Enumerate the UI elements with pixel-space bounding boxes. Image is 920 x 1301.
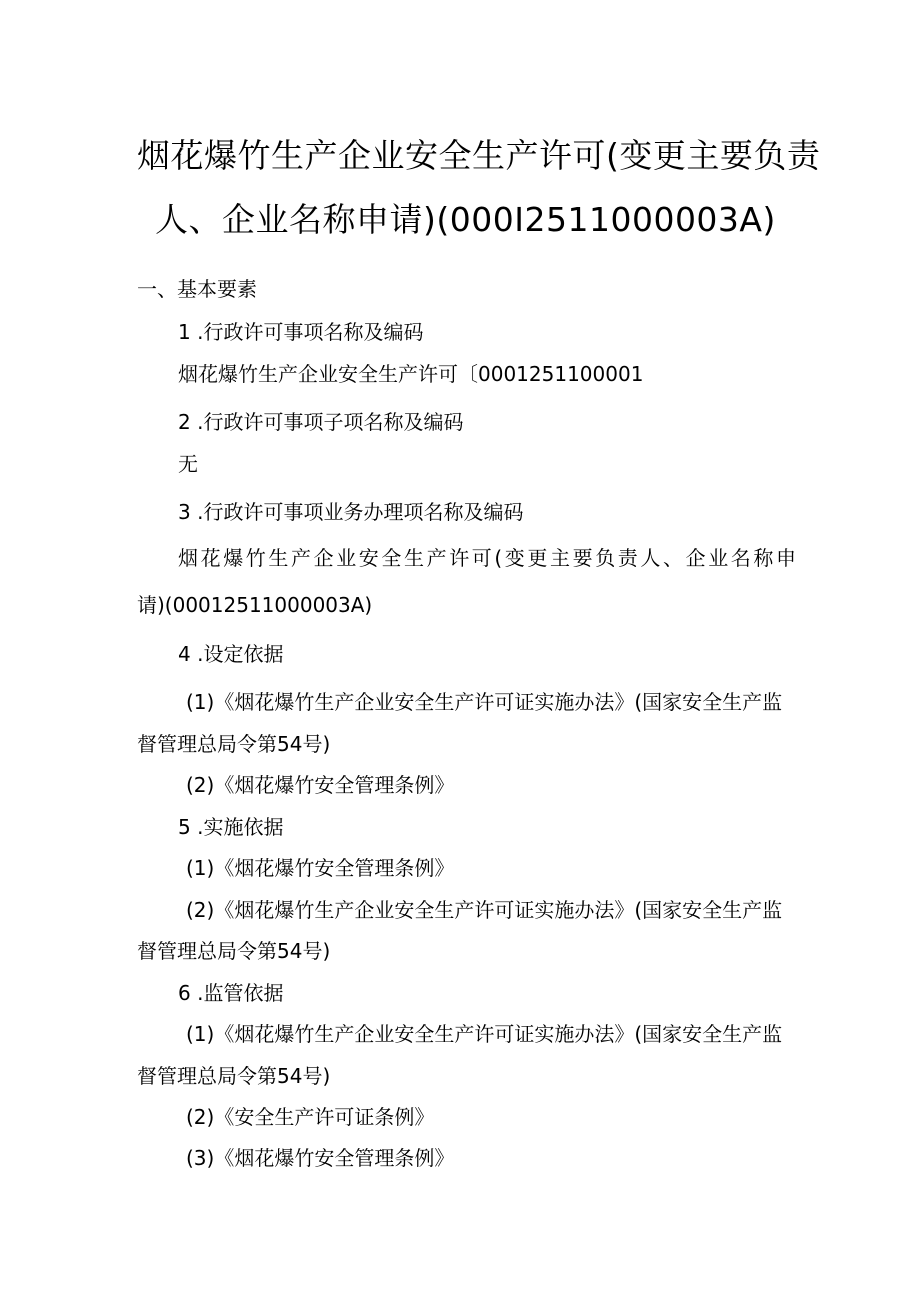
item-1-value: 烟花爆竹生产企业安全生产许可〔0001251100001 xyxy=(178,362,644,386)
item-2-heading: 2 .行政许可事项子项名称及编码 xyxy=(178,410,464,434)
item-3-heading: 3 .行政许可事项业务办理项名称及编码 xyxy=(178,500,524,524)
item-4-basis-2: (2)《烟花爆竹安全管理条例》 xyxy=(186,773,455,797)
item-5-basis-2-line-1: (2)《烟花爆竹生产企业安全生产许可证实施办法》(国家安全生产监 xyxy=(186,898,783,922)
item-3-value-line-2: 请)(00012511000003A) xyxy=(137,593,373,617)
item-4-basis-1-line-1: (1)《烟花爆竹生产企业安全生产许可证实施办法》(国家安全生产监 xyxy=(186,690,783,714)
item-5-basis-1: (1)《烟花爆竹安全管理条例》 xyxy=(186,856,455,880)
document-title-line-1: 烟花爆竹生产企业安全生产许可(变更主要负责 xyxy=(137,136,821,175)
item-3-value-line-1: 烟花爆竹生产企业安全生产许可(变更主要负责人、企业名称申 xyxy=(178,546,799,570)
item-6-basis-2: (2)《安全生产许可证条例》 xyxy=(186,1105,435,1129)
item-5-basis-2-line-2: 督管理总局令第54号) xyxy=(137,939,331,963)
item-6-heading: 6 .监管依据 xyxy=(178,981,284,1005)
item-4-heading: 4 .设定依据 xyxy=(178,642,284,666)
item-2-value: 无 xyxy=(178,452,198,476)
document-title-line-2: 人、企业名称申请)(000I2511000003A) xyxy=(155,200,776,239)
item-5-heading: 5 .实施依据 xyxy=(178,815,284,839)
item-6-basis-3: (3)《烟花爆竹安全管理条例》 xyxy=(186,1146,455,1170)
item-6-basis-1-line-1: (1)《烟花爆竹生产企业安全生产许可证实施办法》(国家安全生产监 xyxy=(186,1022,783,1046)
section-heading-basic-elements: 一、基本要素 xyxy=(137,277,257,301)
item-6-basis-1-line-2: 督管理总局令第54号) xyxy=(137,1064,331,1088)
item-1-heading: 1 .行政许可事项名称及编码 xyxy=(178,320,424,344)
item-4-basis-1-line-2: 督管理总局令第54号) xyxy=(137,732,331,756)
